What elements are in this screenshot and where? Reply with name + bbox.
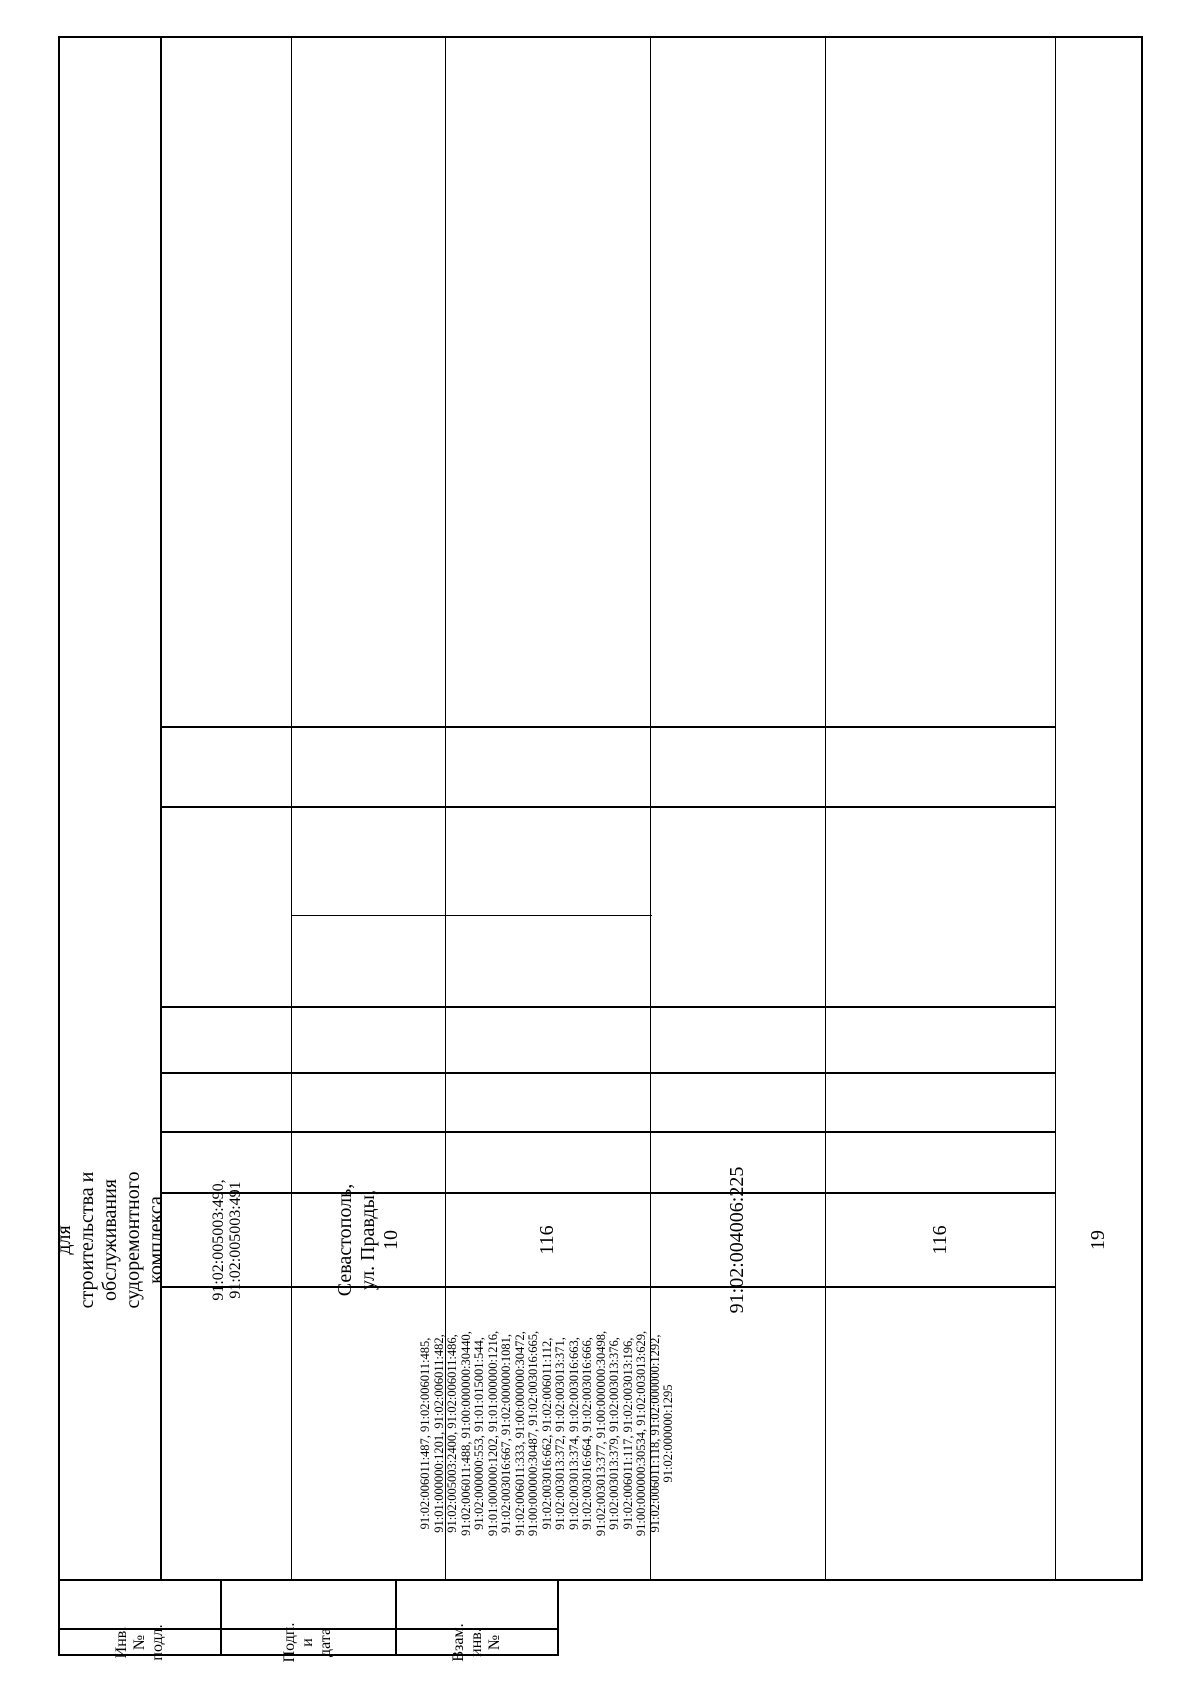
row-19-area-total: 116 [928, 1225, 951, 1255]
row-19-area-part: 116 [536, 1225, 558, 1255]
row-19-cadastral: 91:02:004006:225 [726, 1166, 748, 1314]
row-19-address: Севастополь, ул. Правды, 10 [334, 1183, 402, 1297]
vzam-inv-label: Взам. инв. № [449, 1623, 503, 1662]
podp-data-label: Подп. и дата [281, 1622, 334, 1663]
inv-podl-label: Инв. № подл. [112, 1624, 166, 1661]
row-19-cad-list: 91:02:005003:490, 91:02:005003:491 [209, 1179, 244, 1301]
row-19-use: для строительства и обслуживания судоремонтного комплекса [52, 1171, 167, 1309]
row-19-num: 19 [1086, 1230, 1109, 1250]
prev-row-cadastral-list: 91:02:006011:487, 91:02:006011:485, 91:01:000000:1201, 91:02:006011:482, 91:02:005003:2400, 91:02:006011:486, 91:02:006011:488, 91:00:000000:30440, 91:02:000000:553, 91:01:015001:544, 91:01:000000:1202, 91:01:000000:1216, 91:02:003016:667, 91:02:000000:1081, 91:02:006011:333, 91:00:000000:30472, 91:00:000000:30487, 91:02:003016:665, 91:02:003016:662, 91:02:006011:112, 91:02:003013:372, 91:02:003013:371, 91:02:003013:374, 91:02:003016:663, 91:02:003016:664, 91:02:003016:666, 91:02:003013:377, 91:00:000000:30498, 91:02:003013:379, 91:02:003013:376, 91:02:006011:117, 91:02:003013:196, 91:00:000000:30534, 91:02:003013:629, 91:02:006011:118, 91:02:000000:1292, 91:02:000000:1295 [418, 1330, 676, 1537]
